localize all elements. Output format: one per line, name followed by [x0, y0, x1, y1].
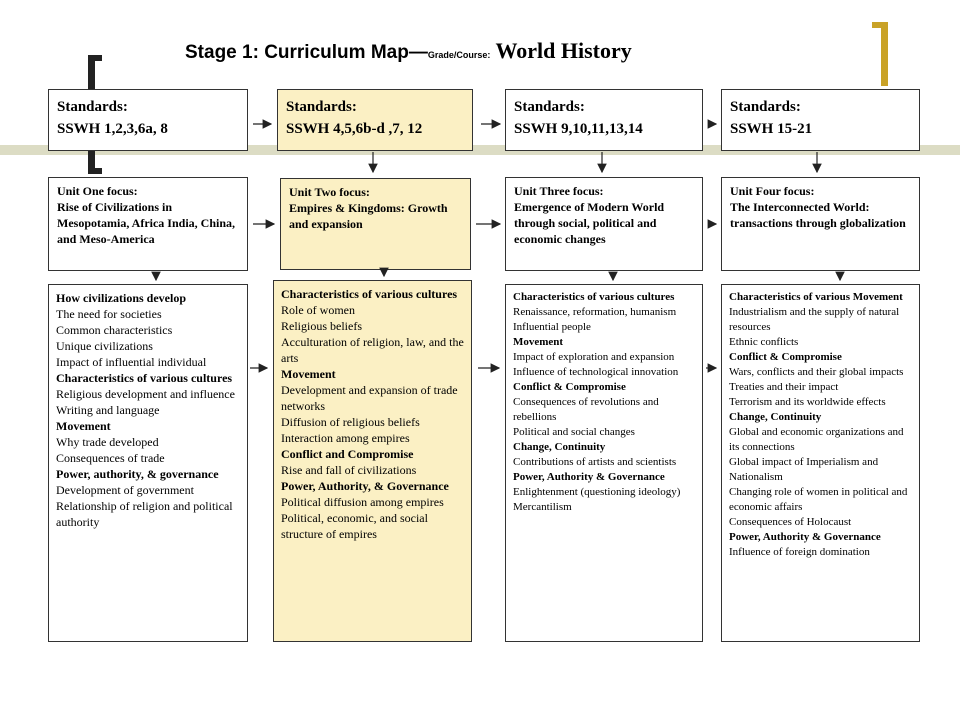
detail-item: Impact of influential individual	[56, 355, 207, 369]
detail-item: Enlightenment (questioning ideology)	[513, 486, 681, 498]
detail-item: Political diffusion among empires	[281, 495, 444, 509]
detail-heading: Conflict & Compromise	[513, 381, 626, 393]
detail-item: Influence of foreign domination	[729, 546, 870, 558]
detail-item: Diffusion of religious beliefs	[281, 415, 420, 429]
detail-heading: Power, Authority & Governance	[729, 531, 881, 543]
detail-heading: Change, Continuity	[729, 411, 822, 423]
detail-heading: Power, Authority, & Governance	[281, 479, 449, 493]
detail-heading: Characteristics of various Movement	[729, 291, 903, 303]
detail-item: The need for societies	[56, 307, 162, 321]
detail-item: Consequences of Holocaust	[729, 516, 852, 528]
detail-item: Development and expansion of trade networks	[281, 383, 458, 413]
detail-heading: Movement	[513, 336, 564, 348]
detail-item: Religious beliefs	[281, 319, 362, 333]
standards-box-unit-1: Standards: SSWH 1,2,3,6a, 8	[48, 89, 248, 151]
focus-box-unit-4: Unit Four focus: The Interconnected World: transactions through globalization	[721, 177, 920, 271]
detail-heading: Movement	[56, 419, 111, 433]
detail-item: Mercantilism	[513, 501, 572, 513]
detail-item: Global and economic organizations and its connections	[729, 426, 904, 453]
detail-item: Why trade developed	[56, 435, 159, 449]
detail-heading: Movement	[281, 367, 336, 381]
detail-heading: Characteristics of various cultures	[513, 291, 675, 303]
detail-item: Development of government	[56, 483, 194, 497]
detail-item: Writing and language	[56, 403, 160, 417]
detail-item: Consequences of trade	[56, 451, 165, 465]
detail-item: Acculturation of religion, law, and the arts	[281, 335, 464, 365]
detail-item: Role of women	[281, 303, 355, 317]
detail-heading: Power, Authority & Governance	[513, 471, 665, 483]
detail-item: Renaissance, reformation, humanism	[513, 306, 677, 318]
detail-heading: Power, authority, & governance	[56, 467, 219, 481]
detail-item: Interaction among empires	[281, 431, 410, 445]
detail-heading: Conflict and Compromise	[281, 447, 414, 461]
standards-box-unit-2: Standards: SSWH 4,5,6b-d ,7, 12	[277, 89, 473, 151]
detail-item: Rise and fall of civilizations	[281, 463, 417, 477]
details-box-unit-4	[721, 284, 920, 642]
detail-item: Impact of exploration and expansion	[513, 351, 675, 363]
focus-box-unit-3: Unit Three focus: Emergence of Modern World through social, political and economic changes	[505, 177, 703, 271]
detail-item: Common characteristics	[56, 323, 173, 337]
detail-item: Influence of technological innovation	[513, 366, 679, 378]
detail-item: Ethnic conflicts	[729, 336, 799, 348]
details-box-unit-3	[505, 284, 703, 642]
standards-box-unit-4: Standards: SSWH 15-21	[721, 89, 920, 151]
details-box-unit-2	[273, 280, 472, 642]
detail-item: Unique civilizations	[56, 339, 153, 353]
detail-item: Relationship of religion and political authority	[56, 499, 233, 529]
focus-box-unit-1: Unit One focus: Rise of Civilizations in Mesopotamia, Africa India, China, and Meso-America	[48, 177, 248, 271]
detail-item: Changing role of women in political and economic affairs	[729, 486, 908, 513]
focus-box-unit-2: Unit Two focus: Empires & Kingdoms: Growth and expansion	[280, 178, 471, 270]
detail-heading: Change, Continuity	[513, 441, 606, 453]
detail-item: Contributions of artists and scientists	[513, 456, 677, 468]
page-title: Stage 1: Curriculum Map—Grade/Course: World History	[185, 38, 632, 63]
detail-item: Wars, conflicts and their global impacts	[729, 366, 904, 378]
detail-item: Political, economic, and social structure of empires	[281, 511, 428, 541]
detail-item: Global impact of Imperialism and Nationalism	[729, 456, 879, 483]
detail-item: Political and social changes	[513, 426, 635, 438]
standards-box-unit-3: Standards: SSWH 9,10,11,13,14	[505, 89, 703, 151]
detail-heading: How civilizations develop	[56, 291, 186, 305]
detail-item: Industrialism and the supply of natural resources	[729, 306, 900, 333]
detail-item: Influential people	[513, 321, 591, 333]
detail-item: Consequences of revolutions and rebellions	[513, 396, 659, 423]
detail-item: Terrorism and its worldwide effects	[729, 396, 886, 408]
detail-item: Treaties and their impact	[729, 381, 839, 393]
detail-heading: Conflict & Compromise	[729, 351, 842, 363]
details-box-unit-1	[48, 284, 248, 642]
detail-item: Religious development and influence	[56, 387, 235, 401]
detail-heading: Characteristics of various cultures	[281, 287, 458, 301]
detail-heading: Characteristics of various cultures	[56, 371, 233, 385]
